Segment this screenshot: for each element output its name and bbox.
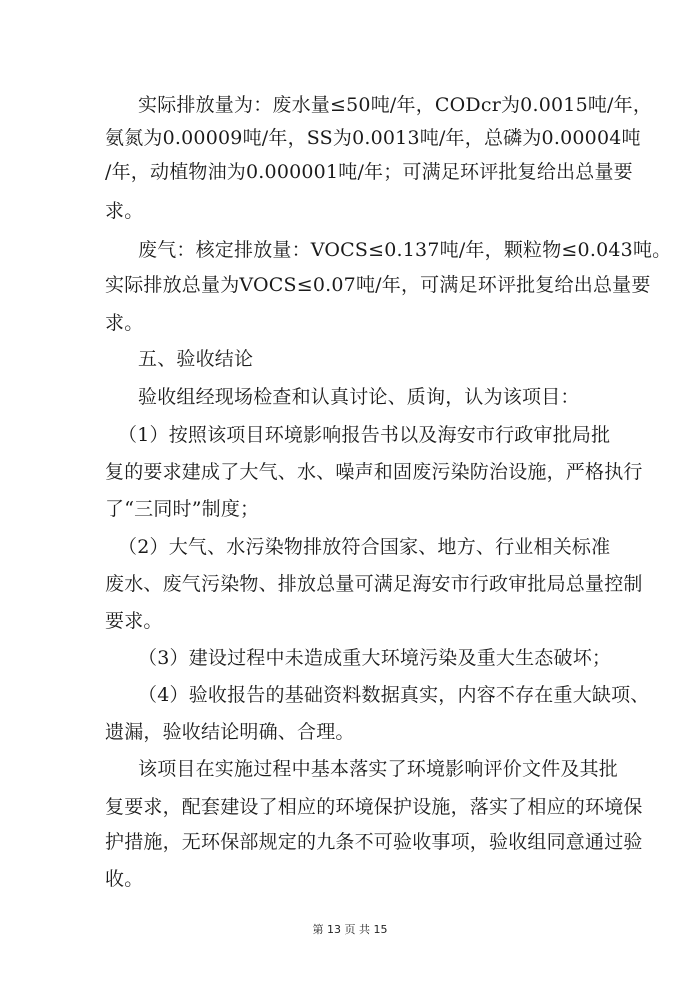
list-item-line: （2）大气、水污染物排放符合国家、地方、行业相关标准 [118,536,611,558]
list-item-line: 废水、废气污染物、排放总量可满足海安市行政审批局总量控制 [105,573,643,595]
paragraph-line: 求。 [105,200,144,222]
list-item-line: 复的要求建成了大气、水、噪声和固废污染防治设施，严格执行 [105,461,643,483]
paragraph-line: 验收组经现场检查和认真讨论、质询，认为该项目： [138,386,580,408]
paragraph-line: 求。 [105,312,144,334]
section-heading: 五、验收结论 [138,348,254,370]
page-number-footer: 第 13 页 共 15 [312,923,388,936]
list-item-line: 遗漏，验收结论明确、合理。 [105,721,355,743]
list-item-line: （1）按照该项目环境影响报告书以及海安市行政审批局批 [118,424,611,446]
list-item-line: （4）验收报告的基础资料数据真实，内容不存在重大缺项、 [138,684,650,706]
paragraph-line: 该项目在实施过程中基本落实了环境影响评价文件及其批 [138,758,619,780]
paragraph-line: 废气：核定排放量：VOCS≤0.137吨/年，颗粒物≤0.043吨。 [138,239,672,261]
list-item-line: 要求。 [105,610,163,632]
paragraph-line: 复要求，配套建设了相应的环境保护设施，落实了相应的环境保 [105,796,643,818]
paragraph-line: 收。 [105,868,144,890]
paragraph-line: /年，动植物油为0.000001吨/年；可满足环评批复给出总量要 [105,161,633,183]
paragraph-line: 实际排放量为：废水量≤50吨/年，CODcr为0.0015吨/年， [138,94,653,116]
paragraph-line: 实际排放总量为VOCS≤0.07吨/年，可满足环评批复给出总量要 [105,274,651,296]
paragraph-line: 护措施，无环保部规定的九条不可验收事项，验收组同意通过验 [105,831,643,853]
paragraph-line: 氨氮为0.00009吨/年，SS为0.0013吨/年，总磷为0.00004吨 [105,127,641,149]
list-item-line: 了“三同时”制度； [105,498,260,520]
list-item-line: （3）建设过程中未造成重大环境污染及重大生态破坏； [138,647,612,669]
